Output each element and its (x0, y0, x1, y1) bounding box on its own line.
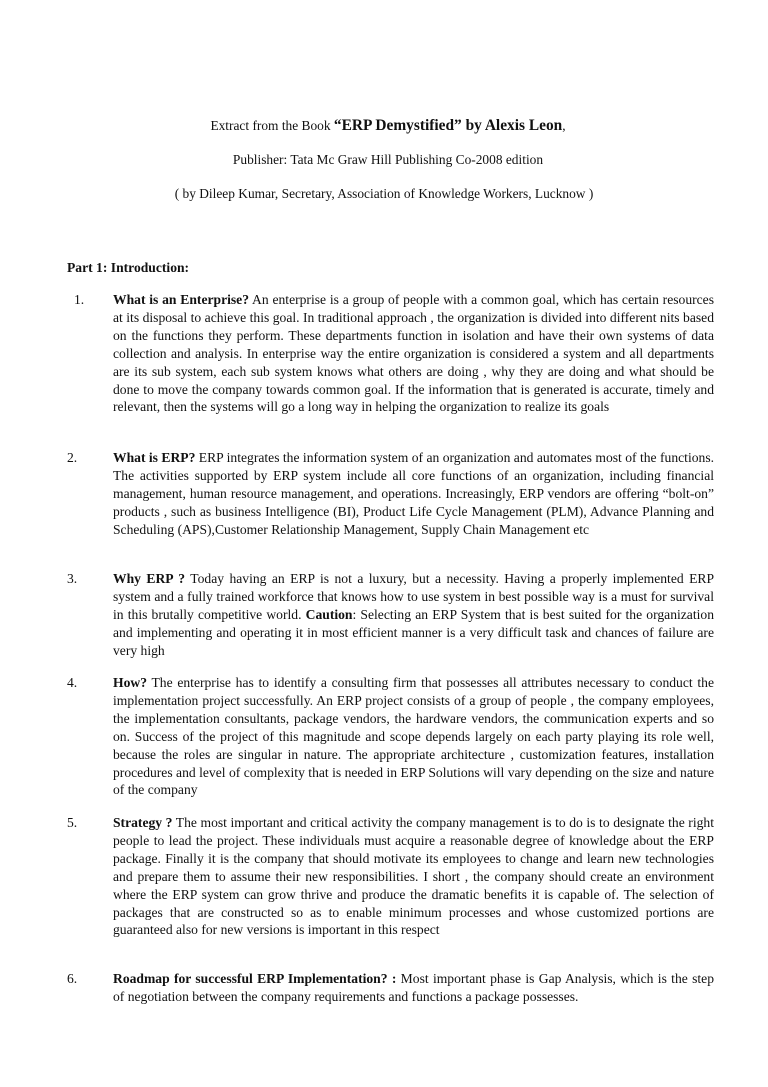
book-title-author: “ERP Demystified” by Alexis Leon (333, 117, 563, 134)
item-text (113, 570, 714, 660)
compiler-line: ( by Dileep Kumar, Secretary, Association of Knowledge Workers, Lucknow ) (174, 186, 594, 201)
item-body: The enterprise has to identify a consulting firm that possesses all attributes necessary to conduct the implementation project successfully. An ERP project consists of a group of people , the company employees, the implementation consultants, package vendors, the hardware vendors, the communication experts and so on. Success of the project of this magnitude and scope depends largely on each party playing its role well, because the roles are singular in nature. The appropriate architecture , customization features, installation procedures and level of complexity that is needed in ERP Solutions will vary depending on the size and nature of the company (113, 675, 714, 798)
item-body: The most important and critical activity the company management is to do is to designate the right people to lead the project. These individuals must acquire a reasonable degree of knowledge about the ERP package. Finally it is the company that should motivate its employees to change and learn new technologies and prepare them to assume their new responsibilities. I short , the company should create an environment where the ERP system can grow thrive and produce the dramatic benefits it is capable of. The selection of packages that are constructed so as to enable minimum processes and whose customized portions are guaranteed also for new versions is important in this respect (113, 815, 714, 938)
citation-suffix: , (562, 118, 566, 133)
item-text (113, 674, 714, 799)
item-body: Today having an ERP is not a luxury, but a necessity. Having a properly implemented ERP system and a fully trained workforce that knows how to use system in best possible way is a must for survival in this brutally competitive world. (113, 571, 715, 622)
item-body: Most important phase is Gap Analysis, which is the step of negotiation between the company requirements and functions a package possesses. (113, 971, 714, 1004)
part-heading: Part 1: Introduction: (67, 260, 190, 275)
item-number: 5. (67, 815, 78, 830)
item-number: 3. (67, 571, 78, 586)
caution-text: : Selecting an ERP System that is best suited for the organization and implementing and operating it in most efficient manner is a very difficult task and chances of failure are very high (113, 606, 714, 658)
item-number: 6. (67, 971, 78, 986)
item-heading: Why ERP ? (113, 571, 186, 586)
publisher-line: Publisher: Tata Mc Graw Hill Publishing Co-2008 edition (232, 152, 544, 167)
caution-label: Caution (305, 606, 353, 622)
item-heading: Roadmap for successful ERP Implementation? : (113, 971, 397, 986)
item-heading: What is ERP? (113, 450, 196, 465)
item-heading: Strategy ? (113, 815, 173, 830)
item-text (113, 814, 714, 939)
item-heading: What is an Enterprise? (113, 292, 250, 307)
item-number: 2. (67, 450, 78, 465)
citation-prefix: Extract from the Book (210, 118, 334, 133)
item-body: ERP integrates the information system of an organization and automates most of the functions. The activities supported by ERP system include all core functions of an organization, including financial management, human resource management, and operations. Increasingly, ERP vendors are offering “bolt-on” products , such as business Intelligence (BI), Product Life Cycle Management (PLM), Advance Planning and Scheduling (APS),Customer Relationship Management, Supply Chain Management etc (113, 450, 715, 537)
item-text (113, 291, 714, 416)
item-number: 4. (67, 675, 78, 690)
item-number: 1. (74, 292, 85, 307)
item-text (113, 970, 714, 1006)
item-body: An enterprise is a group of people with a common goal, which has certain resources at its disposal to achieve this goal. In traditional approach , the organization is divided into different nits based on the functions they perform. These departments function in isolation and have their own systems of data collection and analysis. In enterprise way the entire organization is considered a system and all departments are its sub system, each sub system knows what others are doing , why they are doing and what should be done to move the company towards common goal. If the information that is generated is accurate, timely and relevant, then the systems will go a long way in helping the organization to realize its goals (113, 292, 715, 415)
item-text (113, 449, 714, 539)
item-heading: How? (113, 675, 147, 690)
book-citation-line (0, 118, 768, 134)
